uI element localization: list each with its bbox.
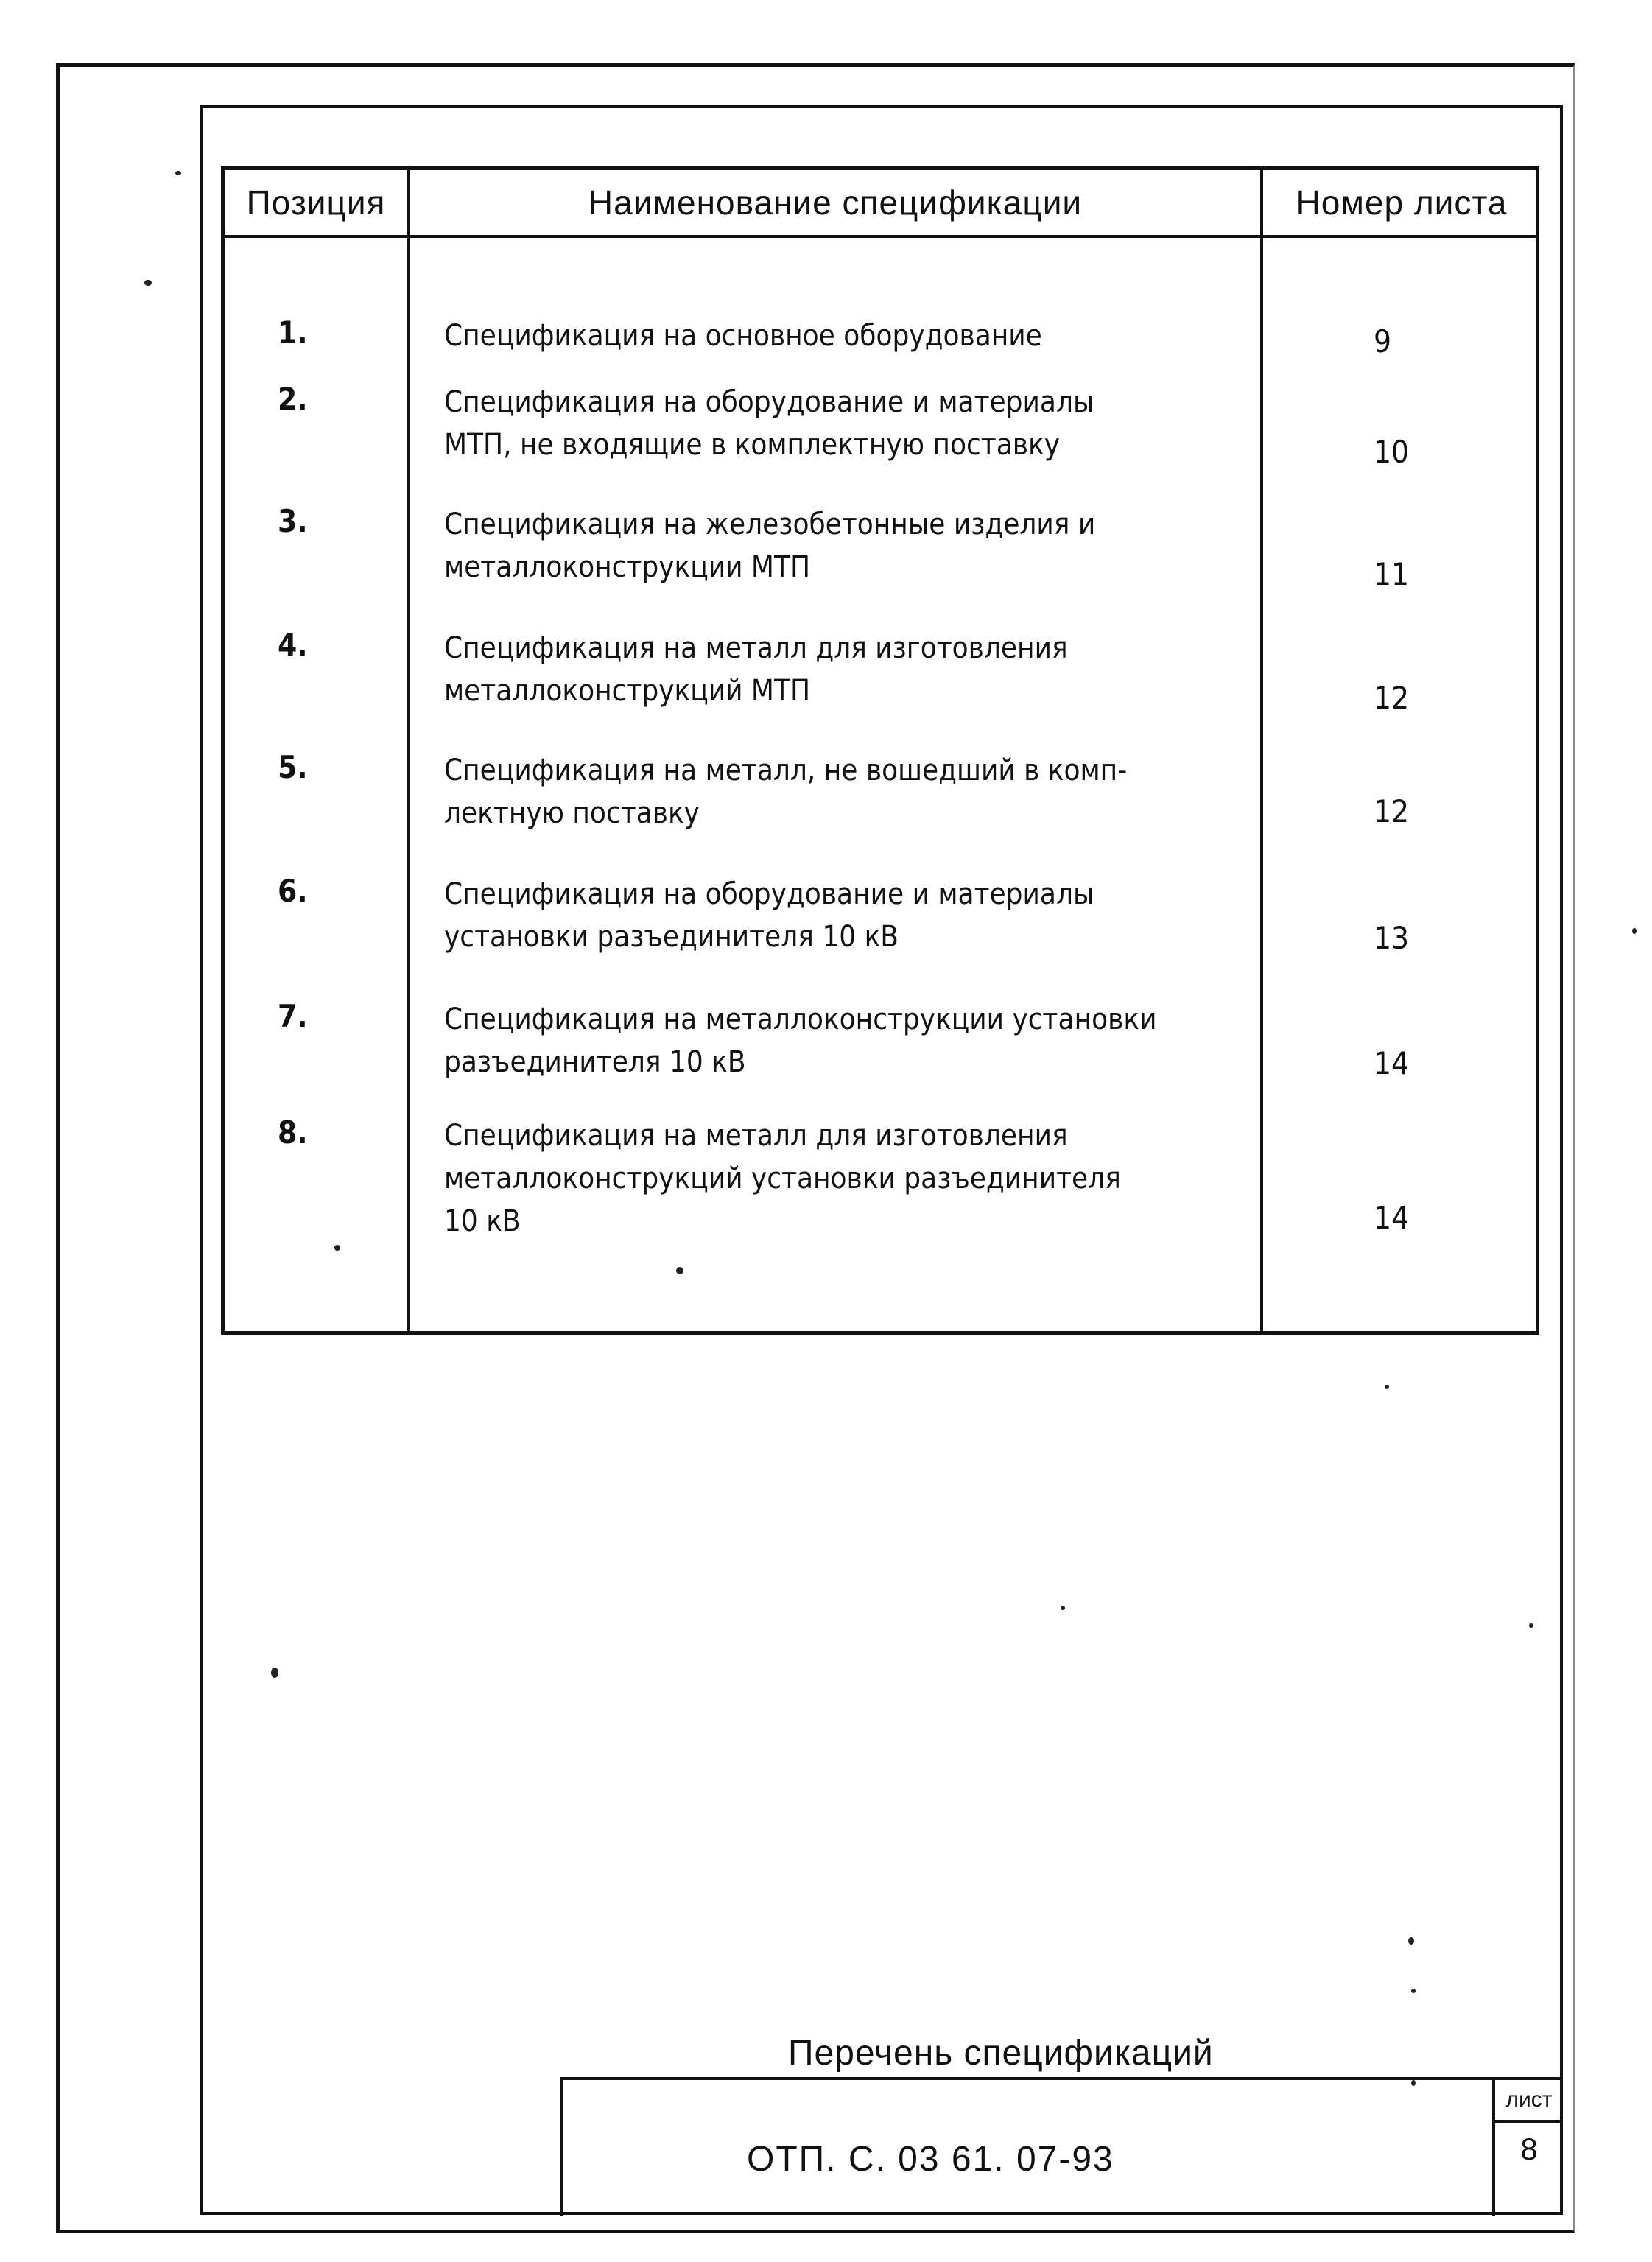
title-block bbox=[560, 2077, 1563, 2216]
column-divider bbox=[1260, 170, 1263, 1331]
document-code: ОТП. С. 03 61. 07-93 bbox=[747, 2140, 1114, 2179]
row-sheet: 12 bbox=[1374, 793, 1410, 829]
row-sheet: 9 bbox=[1374, 323, 1392, 359]
row-name: Спецификация на металл, не вошедший в комп- лектную поставку bbox=[444, 754, 1128, 830]
row-position: 6. bbox=[278, 873, 308, 909]
row-name: Спецификация на оборудование и материалы МТП, не входящие в комплектную поставку bbox=[444, 385, 1094, 462]
header-sheet-number: Номер листа bbox=[1296, 183, 1508, 222]
header-position: Позиция bbox=[246, 183, 386, 222]
sheet-number: 8 bbox=[1520, 2132, 1538, 2166]
scan-speck bbox=[1411, 2080, 1416, 2086]
row-position: 8. bbox=[278, 1114, 308, 1151]
row-name: Спецификация на железобетонные изделия и металлоконструкции МТП bbox=[444, 507, 1096, 584]
row-position: 2. bbox=[278, 381, 308, 417]
row-sheet: 13 bbox=[1374, 920, 1410, 956]
row-name: Спецификация на основное оборудование bbox=[444, 319, 1042, 353]
sheet-box bbox=[1492, 2080, 1563, 2216]
row-position: 1. bbox=[278, 315, 308, 351]
scan-speck bbox=[144, 280, 152, 286]
header-divider bbox=[225, 235, 1536, 238]
scan-speck bbox=[334, 1245, 340, 1251]
row-name: Спецификация на металл для изготовления металлоконструкций установки разъединителя 10 кВ bbox=[444, 1119, 1121, 1238]
scan-speck bbox=[1061, 1606, 1065, 1610]
row-position: 5. bbox=[278, 749, 308, 785]
row-sheet: 12 bbox=[1374, 680, 1410, 716]
specification-table bbox=[221, 166, 1539, 1335]
row-position: 4. bbox=[278, 627, 308, 663]
row-sheet: 10 bbox=[1374, 434, 1410, 470]
header-name: Наименование спецификации bbox=[588, 183, 1083, 222]
row-name: Спецификация на оборудование и материалы установки разъединителя 10 кВ bbox=[444, 877, 1094, 954]
scan-speck bbox=[1385, 1385, 1389, 1389]
row-sheet: 14 bbox=[1374, 1045, 1410, 1081]
row-sheet: 14 bbox=[1374, 1200, 1410, 1236]
scan-speck bbox=[1411, 1989, 1416, 1993]
scan-speck bbox=[676, 1267, 683, 1274]
row-name: Спецификация на металлоконструкции установки разъединителя 10 кВ bbox=[444, 1002, 1157, 1079]
scan-speck bbox=[271, 1668, 278, 1678]
row-position: 7. bbox=[278, 998, 308, 1034]
row-sheet: 11 bbox=[1374, 556, 1410, 592]
scan-speck bbox=[1529, 1623, 1533, 1628]
scan-speck bbox=[175, 171, 181, 175]
page-caption: Перечень спецификаций bbox=[788, 2034, 1214, 2073]
scan-speck bbox=[1408, 1937, 1414, 1945]
row-name: Спецификация на металл для изготовления металлоконструкций МТП bbox=[444, 631, 1068, 708]
column-divider bbox=[407, 170, 410, 1331]
sheet-label: лист bbox=[1495, 2080, 1563, 2123]
row-position: 3. bbox=[278, 503, 308, 539]
scan-speck bbox=[1632, 928, 1637, 934]
